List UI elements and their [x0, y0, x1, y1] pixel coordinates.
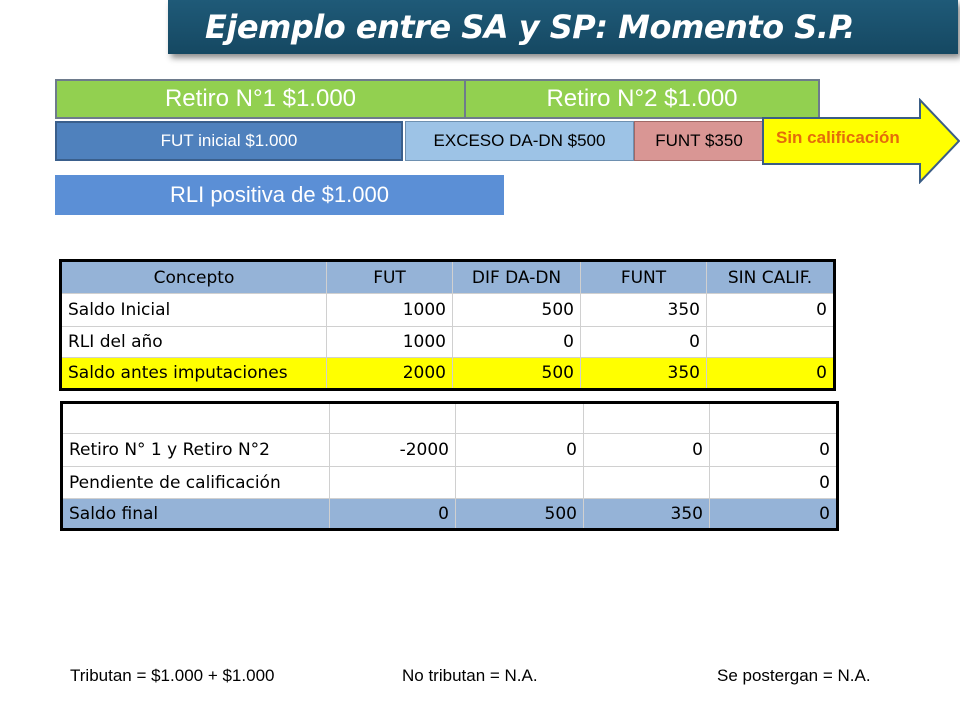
- table-row: [62, 434, 838, 467]
- table-row: [61, 294, 835, 327]
- cell-dif: 0: [453, 327, 581, 358]
- cell-dif: [456, 403, 584, 434]
- cell-fut: 1000: [327, 294, 453, 327]
- sin-calificacion-label: Sin calificación: [776, 128, 900, 147]
- cell-funt: 0: [581, 327, 707, 358]
- cell-concepto: Retiro N° 1 y Retiro N°2: [62, 434, 330, 467]
- cell-fut: [330, 403, 456, 434]
- cell-dif: 500: [453, 358, 581, 390]
- cell-fut: -2000: [330, 434, 456, 467]
- cell-funt: 350: [581, 294, 707, 327]
- table-row-empty: [62, 403, 838, 434]
- cell-dif: 500: [453, 294, 581, 327]
- cell-concepto: Saldo final: [62, 499, 330, 530]
- cell-sin-calif: 0: [710, 434, 838, 467]
- cell-sin-calif: 0: [707, 358, 835, 390]
- retiro-1-box: Retiro N°1 $1.000: [55, 79, 466, 119]
- cell-concepto: Pendiente de calificación: [62, 467, 330, 499]
- table-header-row: [61, 261, 835, 294]
- exceso-box: EXCESO DA-DN $500: [405, 121, 634, 161]
- cell-concepto: RLI del año: [61, 327, 327, 358]
- funt-box: FUNT $350: [634, 121, 764, 161]
- cell-fut: [330, 467, 456, 499]
- fut-inicial-box: FUT inicial $1.000: [55, 121, 403, 161]
- footer-se-postergan: Se postergan = N.A.: [717, 666, 871, 685]
- balance-table-top: [59, 259, 836, 391]
- balance-table-bottom: [60, 401, 839, 531]
- header-fut: FUT: [327, 261, 453, 294]
- cell-sin-calif: 0: [707, 294, 835, 327]
- header-funt: FUNT: [581, 261, 707, 294]
- header-concepto: Concepto: [61, 261, 327, 294]
- cell-sin-calif: 0: [710, 499, 838, 530]
- cell-concepto: Saldo Inicial: [61, 294, 327, 327]
- cell-fut: 2000: [327, 358, 453, 390]
- header-sin-calif: SIN CALIF.: [707, 261, 835, 294]
- footer-tributan: Tributan = $1.000 + $1.000: [70, 666, 275, 685]
- table-row: [61, 327, 835, 358]
- footer-no-tributan: No tributan = N.A.: [402, 666, 538, 685]
- cell-sin-calif: [707, 327, 835, 358]
- rli-box: RLI positiva de $1.000: [55, 175, 504, 215]
- retiro-2-box: Retiro N°2 $1.000: [464, 79, 820, 119]
- table-row-total: [62, 499, 838, 530]
- table-row-highlight: [61, 358, 835, 390]
- cell-sin-calif: 0: [710, 467, 838, 499]
- cell-funt: 350: [584, 499, 710, 530]
- cell-fut: 0: [330, 499, 456, 530]
- cell-dif: 0: [456, 434, 584, 467]
- cell-sin-calif: [710, 403, 838, 434]
- cell-concepto: [62, 403, 330, 434]
- cell-dif: 500: [456, 499, 584, 530]
- cell-funt: 0: [584, 434, 710, 467]
- cell-funt: [584, 403, 710, 434]
- table-row: [62, 467, 838, 499]
- slide-title: Ejemplo entre SA y SP: Momento S.P.: [205, 8, 855, 46]
- cell-fut: 1000: [327, 327, 453, 358]
- cell-funt: [584, 467, 710, 499]
- cell-dif: [456, 467, 584, 499]
- cell-funt: 350: [581, 358, 707, 390]
- header-dif: DIF DA-DN: [453, 261, 581, 294]
- cell-concepto: Saldo antes imputaciones: [61, 358, 327, 390]
